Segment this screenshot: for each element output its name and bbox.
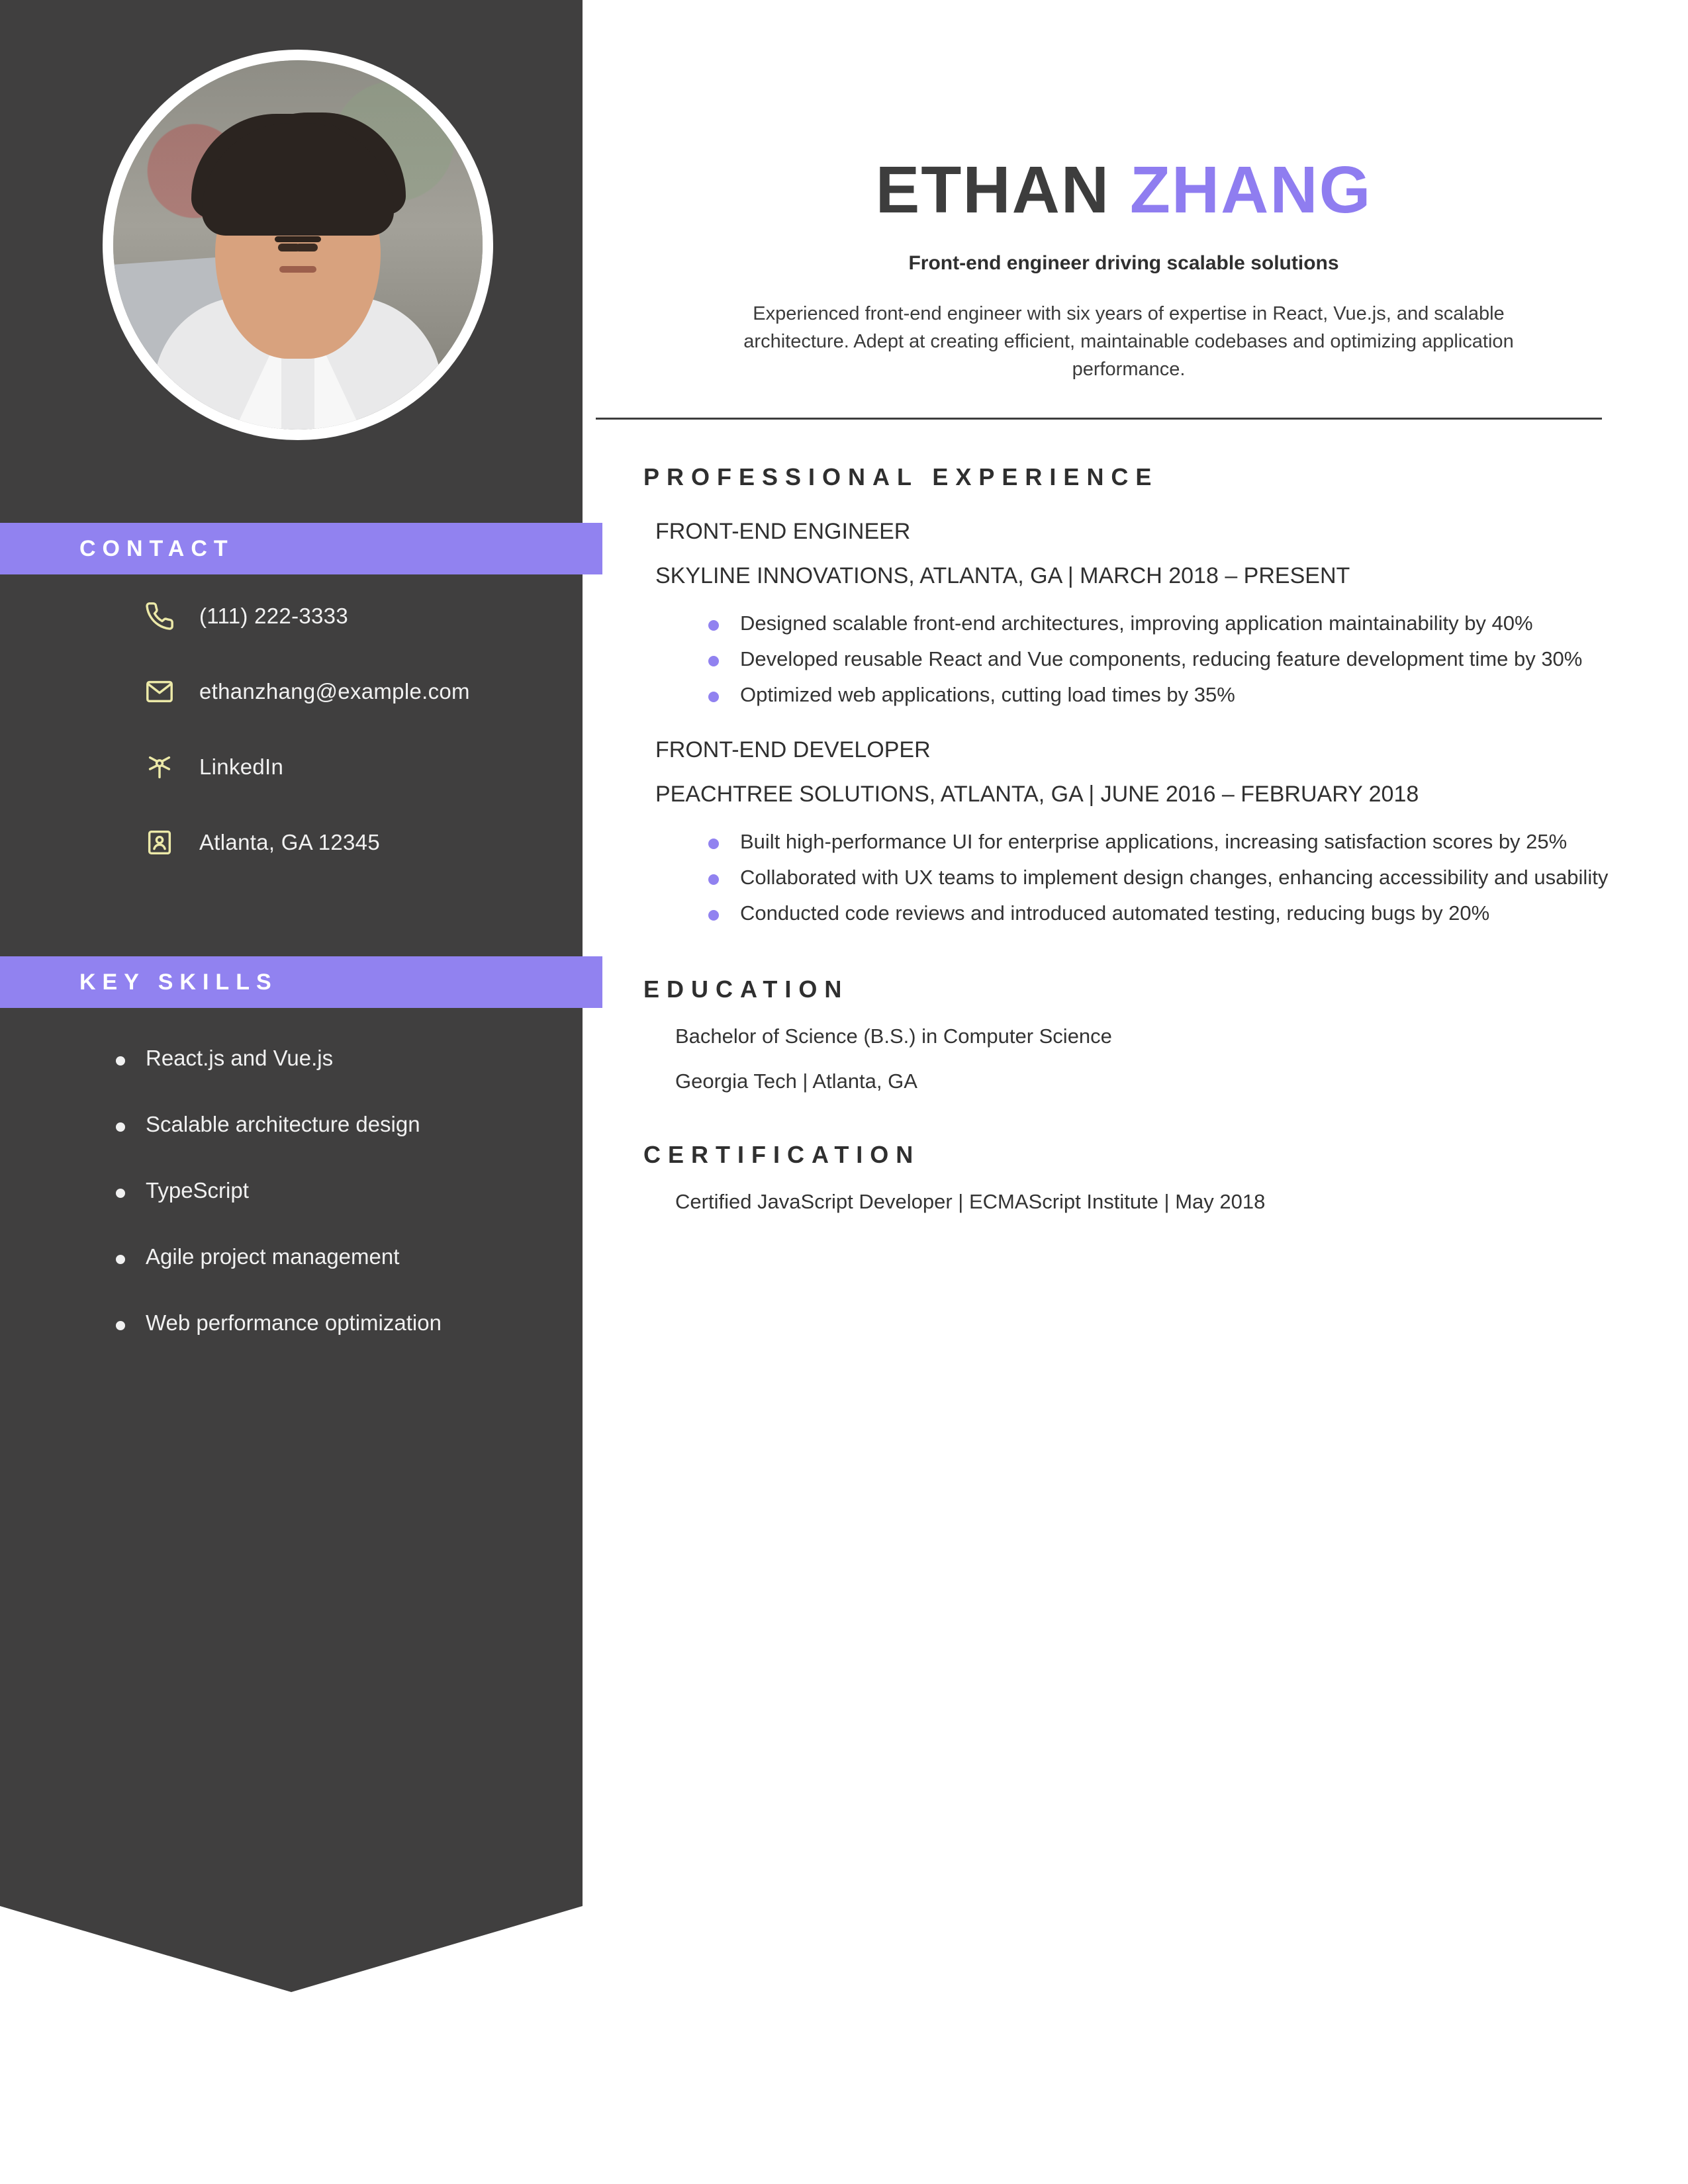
education-heading: EDUCATION	[643, 976, 849, 1003]
list-item: Designed scalable front-end architectures, improving application maintainability by 40%	[702, 609, 1628, 638]
job-meta: PEACHTREE SOLUTIONS, ATLANTA, GA | JUNE 2016 – FEBRUARY 2018	[655, 782, 1419, 807]
photo-brow-right	[292, 236, 321, 242]
contact-section-header	[0, 523, 602, 574]
contact-heading: CONTACT	[79, 535, 234, 561]
contact-item-location[interactable]	[0, 825, 583, 860]
summary-text: Experienced front-end engineer with six years of expertise in React, Vue.js, and scalable architecture. Adept at creating efficient, maintainable codebases and optimizing application performance.	[743, 303, 1514, 381]
list-item: Agile project management	[0, 1244, 583, 1269]
list-item: Collaborated with UX teams to implement design changes, enhancing accessibility and usability	[702, 863, 1628, 892]
list-item: Optimized web applications, cutting load times by 35%	[702, 680, 1628, 709]
phone-icon	[142, 599, 177, 633]
first-name: ETHAN	[875, 153, 1111, 227]
tagline: Front-end engineer driving scalable solutions	[908, 252, 1339, 274]
list-item: Web performance optimization	[0, 1310, 583, 1336]
list-item: Developed reusable React and Vue components, reducing feature development time by 30%	[702, 645, 1628, 674]
contact-linkedin-text: LinkedIn	[199, 754, 284, 779]
list-item: Conducted code reviews and introduced automated testing, reducing bugs by 20%	[702, 899, 1628, 928]
list-item: TypeScript	[0, 1178, 583, 1203]
education-school: Georgia Tech | Atlanta, GA	[675, 1069, 917, 1093]
certification-heading: CERTIFICATION	[643, 1141, 921, 1169]
skills-heading: KEY SKILLS	[79, 969, 278, 995]
header-divider	[596, 418, 1602, 420]
photo-mouth	[279, 266, 316, 273]
photo-eye-right	[295, 244, 318, 251]
list-item: Scalable architecture design	[0, 1112, 583, 1137]
job-meta: SKYLINE INNOVATIONS, ATLANTA, GA | MARCH 2018 – PRESENT	[655, 563, 1350, 589]
list-item: Built high-performance UI for enterprise applications, increasing satisfaction scores by 25%	[702, 827, 1628, 856]
list-item: React.js and Vue.js	[0, 1046, 583, 1071]
contact-list	[0, 599, 583, 901]
profile-photo	[113, 60, 483, 430]
job-bullets	[702, 609, 1628, 709]
page-title	[596, 152, 1688, 228]
job-title: FRONT-END DEVELOPER	[655, 737, 931, 763]
contact-email-text: ethanzhang@example.com	[199, 679, 470, 704]
certification-item: Certified JavaScript Developer | ECMAScript Institute | May 2018	[675, 1190, 1266, 1214]
skills-list	[0, 1046, 583, 1377]
job-bullets	[702, 827, 1628, 928]
job-title: FRONT-END ENGINEER	[655, 519, 911, 545]
skills-section-header	[0, 956, 602, 1008]
avatar	[103, 50, 493, 440]
contact-item-phone[interactable]	[0, 599, 583, 633]
last-name: ZHANG	[1129, 153, 1372, 227]
main-content	[596, 0, 1688, 2184]
education-degree: Bachelor of Science (B.S.) in Computer Science	[675, 1024, 1112, 1048]
email-icon	[142, 674, 177, 709]
contact-phone-text: (111) 222-3333	[199, 604, 348, 628]
linkedin-icon	[142, 750, 177, 784]
contact-location-text: Atlanta, GA 12345	[199, 830, 380, 854]
experience-heading: PROFESSIONAL EXPERIENCE	[643, 463, 1159, 491]
contact-item-email[interactable]	[0, 674, 583, 709]
contact-item-linkedin[interactable]	[0, 750, 583, 784]
location-icon	[142, 825, 177, 860]
